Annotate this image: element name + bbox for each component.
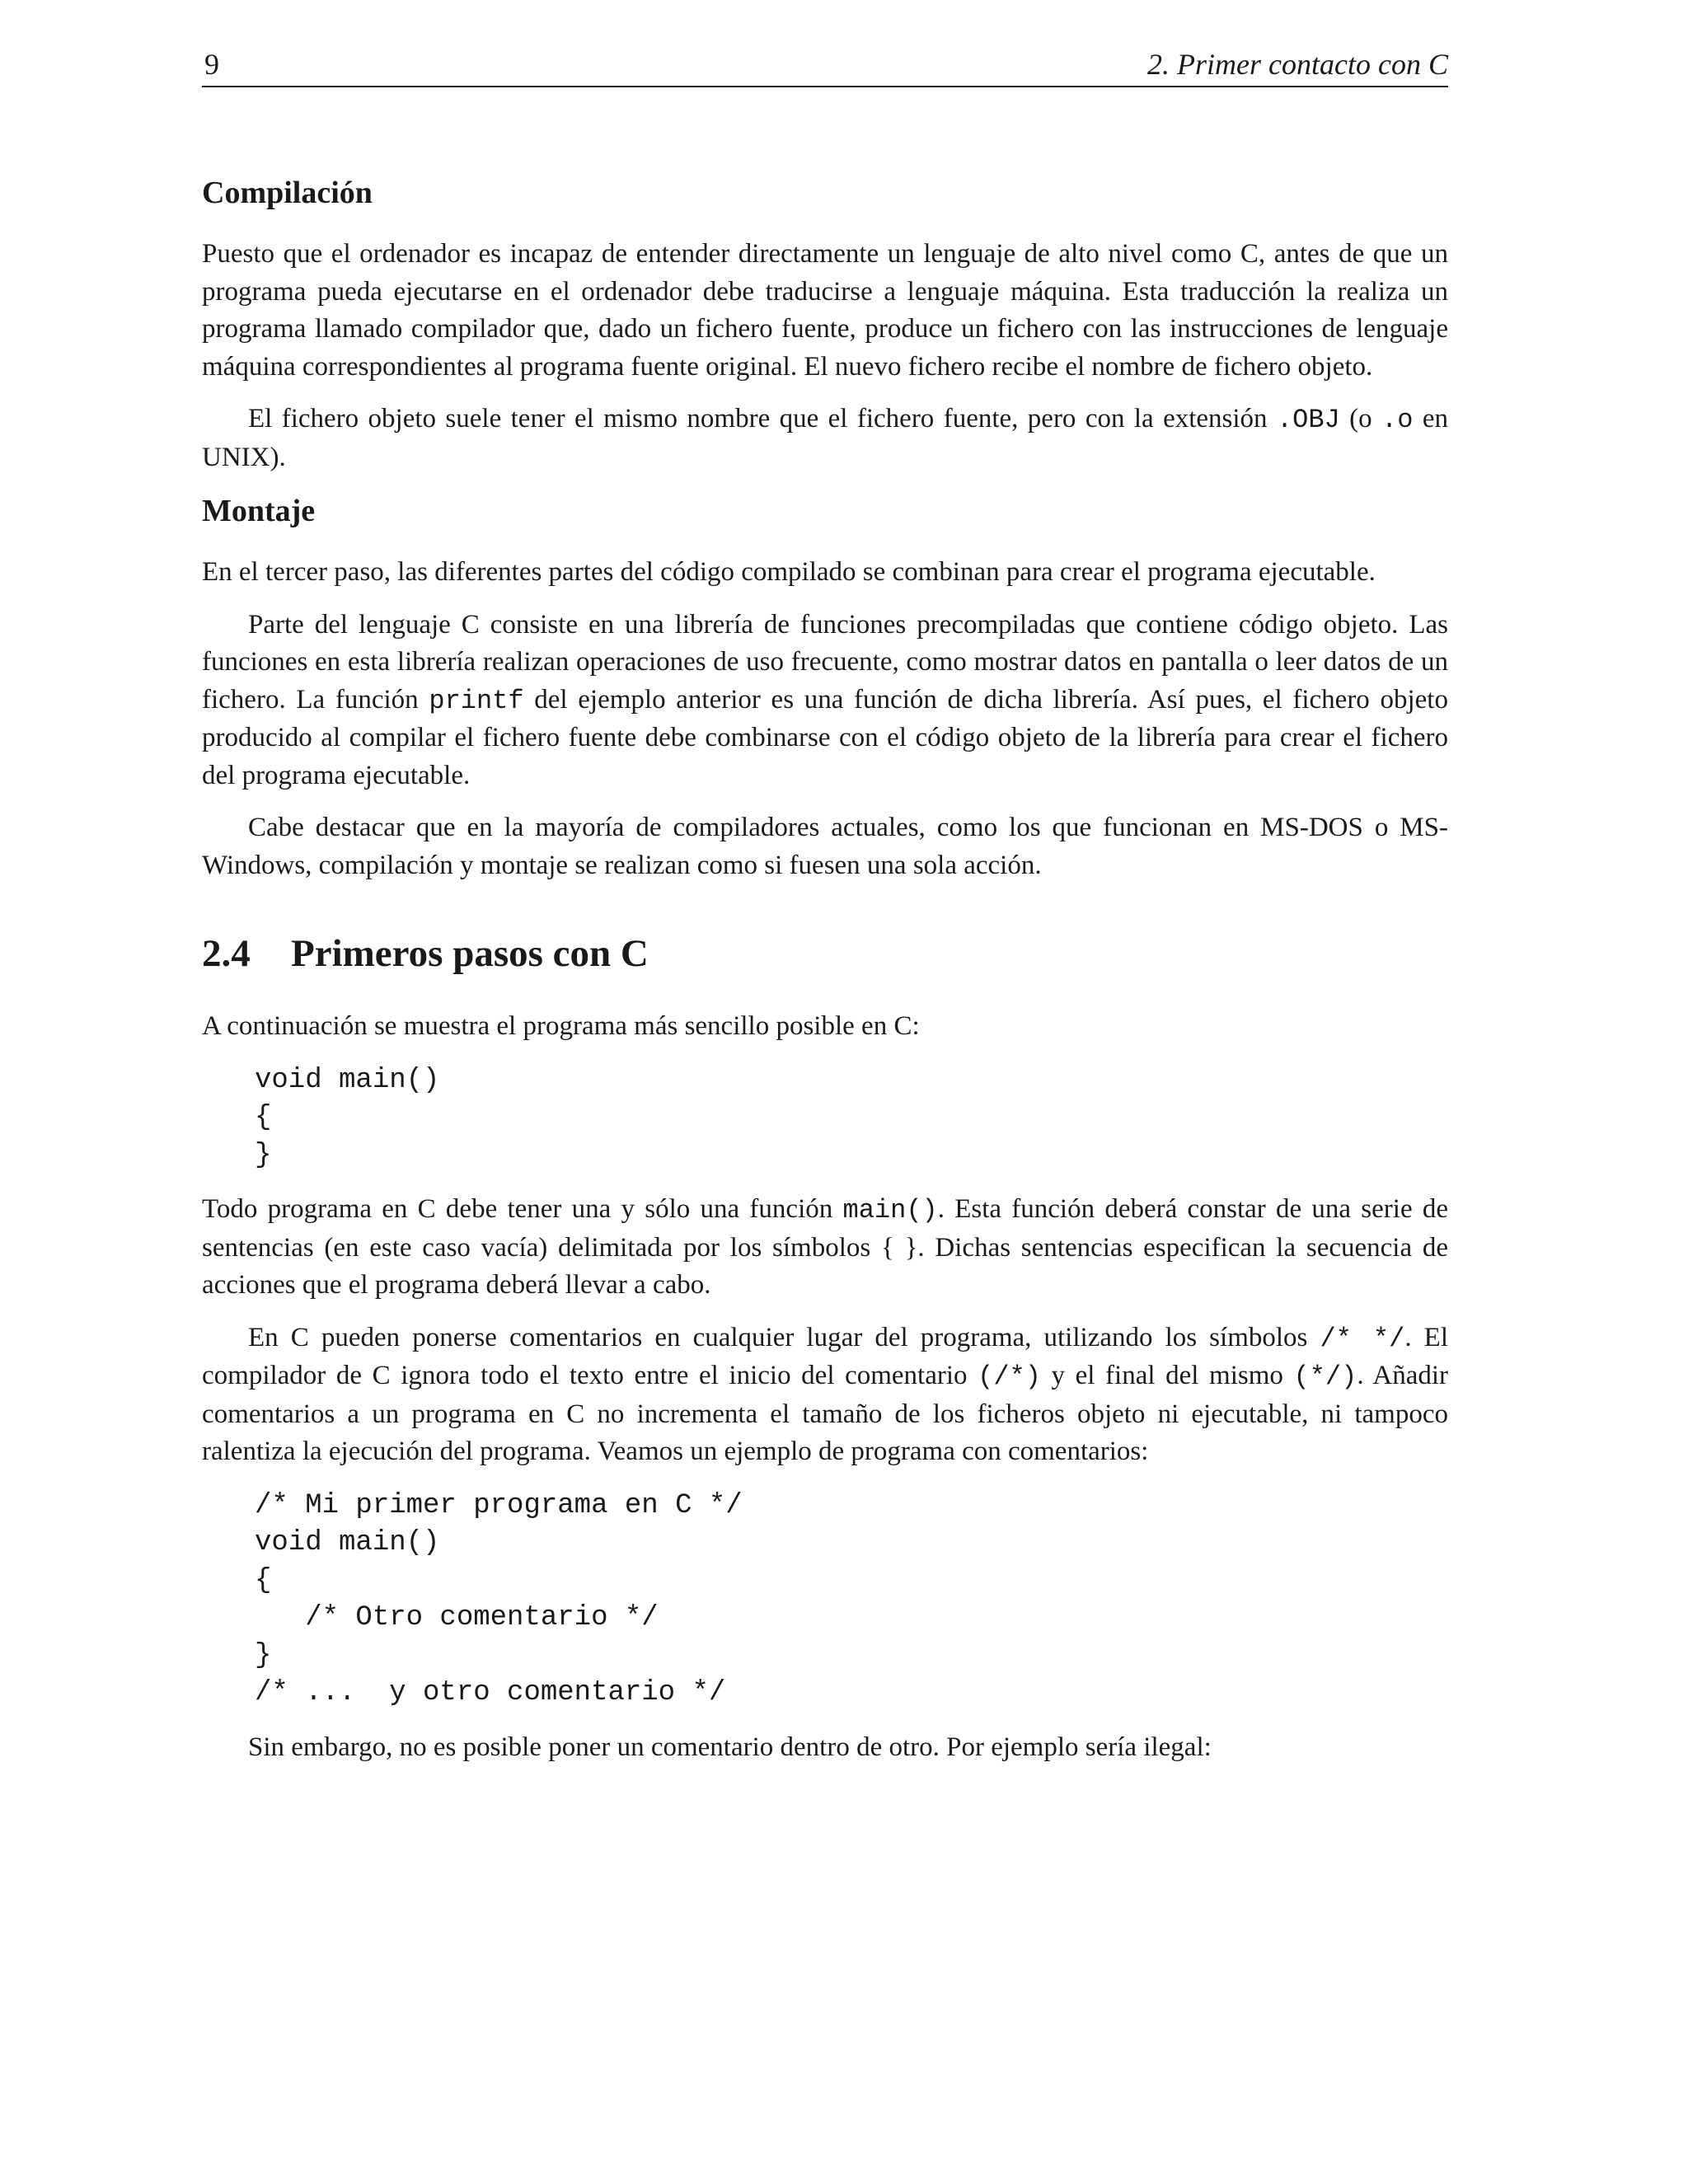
code-block-2	[255, 1488, 1448, 1713]
text-run: (o	[1339, 404, 1382, 434]
text-run: . Dichas sentencias especifican la secuencia de acciones que el programa deberá llevar a cabo.	[202, 1232, 1449, 1300]
text-run: . Esta función deberá constar de una serie de sentencias (en este caso vacía) delimitada por los símbolos	[202, 1194, 1448, 1263]
inline-code-comment-start: (/*)	[978, 1361, 1041, 1392]
subsection-heading-compilacion: Compilación	[202, 176, 373, 210]
code-line: }	[255, 1639, 272, 1671]
text-run: en UNIX).	[202, 404, 1448, 472]
code-line: {	[255, 1564, 272, 1596]
text-run: del ejemplo anterior es una función de dicha librería. Así pues, el fichero objeto producido al compilar el fichero fuente debe combinarse con el código objeto de la librería para crear el fichero del programa ejecutable.	[202, 684, 1448, 790]
paragraph-montaje-3: Cabe destacar que en la mayoría de compiladores actuales, como los que funcionan en MS-DOS o MS-Windows, compilación y montaje se realizan como si fuesen una sola acción.	[202, 813, 1448, 880]
paragraph-compilacion-1: Puesto que el ordenador es incapaz de entender directamente un lenguaje de alto nivel como C, antes de que un programa pueda ejecutarse en el ordenador debe traducirse a lenguaje máquina. Esta traducción la realiza un programa llamado compilador que, dado un fichero fuente, produce un fichero con las instrucciones de lenguaje máquina correspondientes al programa fuente original. El nuevo fichero recibe el nombre de fichero objeto.	[202, 239, 1448, 382]
code-line: }	[255, 1139, 272, 1171]
code-line: /* ... y otro comentario */	[255, 1677, 726, 1708]
paragraph-main-function	[202, 1191, 1448, 1305]
inline-code-comment-symbols: /* */	[1320, 1323, 1405, 1354]
code-line: void main()	[255, 1064, 440, 1096]
page-number: 9	[204, 48, 219, 81]
inline-code-main: main()	[842, 1195, 938, 1226]
inline-code-obj: .OBJ	[1276, 405, 1340, 435]
section-heading	[202, 930, 1448, 977]
text-run: El fichero objeto suele tener el mismo nombre que el fichero fuente, pero con la extensión	[248, 404, 1277, 434]
paragraph-montaje-1: En el tercer paso, las diferentes partes del código compilado se combinan para crear el programa ejecutable.	[202, 557, 1376, 587]
code-line: /* Otro comentario */	[255, 1602, 659, 1633]
chapter-title: 2. Primer contacto con C	[1147, 48, 1448, 81]
inline-code-comment-end: (*/)	[1293, 1361, 1357, 1392]
inline-code-printf: printf	[429, 685, 524, 716]
document-page	[202, 0, 1448, 2184]
text-run: . El compilador de C ignora todo el texto entre el inicio del comentario	[202, 1322, 1448, 1390]
section-number: 2.4	[202, 932, 251, 975]
code-line: {	[255, 1102, 272, 1133]
paragraph-comments	[202, 1319, 1448, 1471]
code-line: void main()	[255, 1527, 440, 1558]
code-line: /* Mi primer programa en C */	[255, 1489, 743, 1521]
paragraph-nested-comments: Sin embargo, no es posible poner un comentario dentro de otro. Por ejemplo sería ilegal:	[248, 1732, 1212, 1762]
text-run: y el final del mismo	[1040, 1361, 1294, 1390]
subsection-heading-montaje: Montaje	[202, 494, 316, 528]
text-run: En C pueden ponerse comentarios en cualquier lugar del programa, utilizando los símbolos	[248, 1322, 1320, 1352]
section-title: Primeros pasos con C	[291, 932, 649, 975]
text-run: . Añadir comentarios a un programa en C no incrementa el tamaño de los ficheros objeto ni ejecutable, ni tampoco ralentiza la ejecución del programa. Veamos un ejemplo de programa con comentarios:	[202, 1361, 1448, 1466]
inline-code-o: .o	[1381, 405, 1414, 435]
paragraph-compilacion-2	[202, 401, 1448, 476]
code-block-1	[255, 1062, 1448, 1175]
running-header	[202, 43, 1448, 87]
page-content	[202, 173, 1448, 1781]
paragraph-montaje-2	[202, 607, 1448, 795]
text-run: Todo programa en C debe tener una y sólo una función	[202, 1194, 843, 1224]
braces-symbol: { }	[880, 1232, 918, 1263]
text-run: Parte del lenguaje C consiste en una librería de funciones precompiladas que contiene código objeto. Las funciones en esta librería realizan operaciones de uso frecuente, como mostrar datos en pantalla o leer datos de un fichero. La función	[202, 609, 1448, 715]
paragraph-intro: A continuación se muestra el programa más sencillo posible en C:	[202, 1011, 920, 1041]
